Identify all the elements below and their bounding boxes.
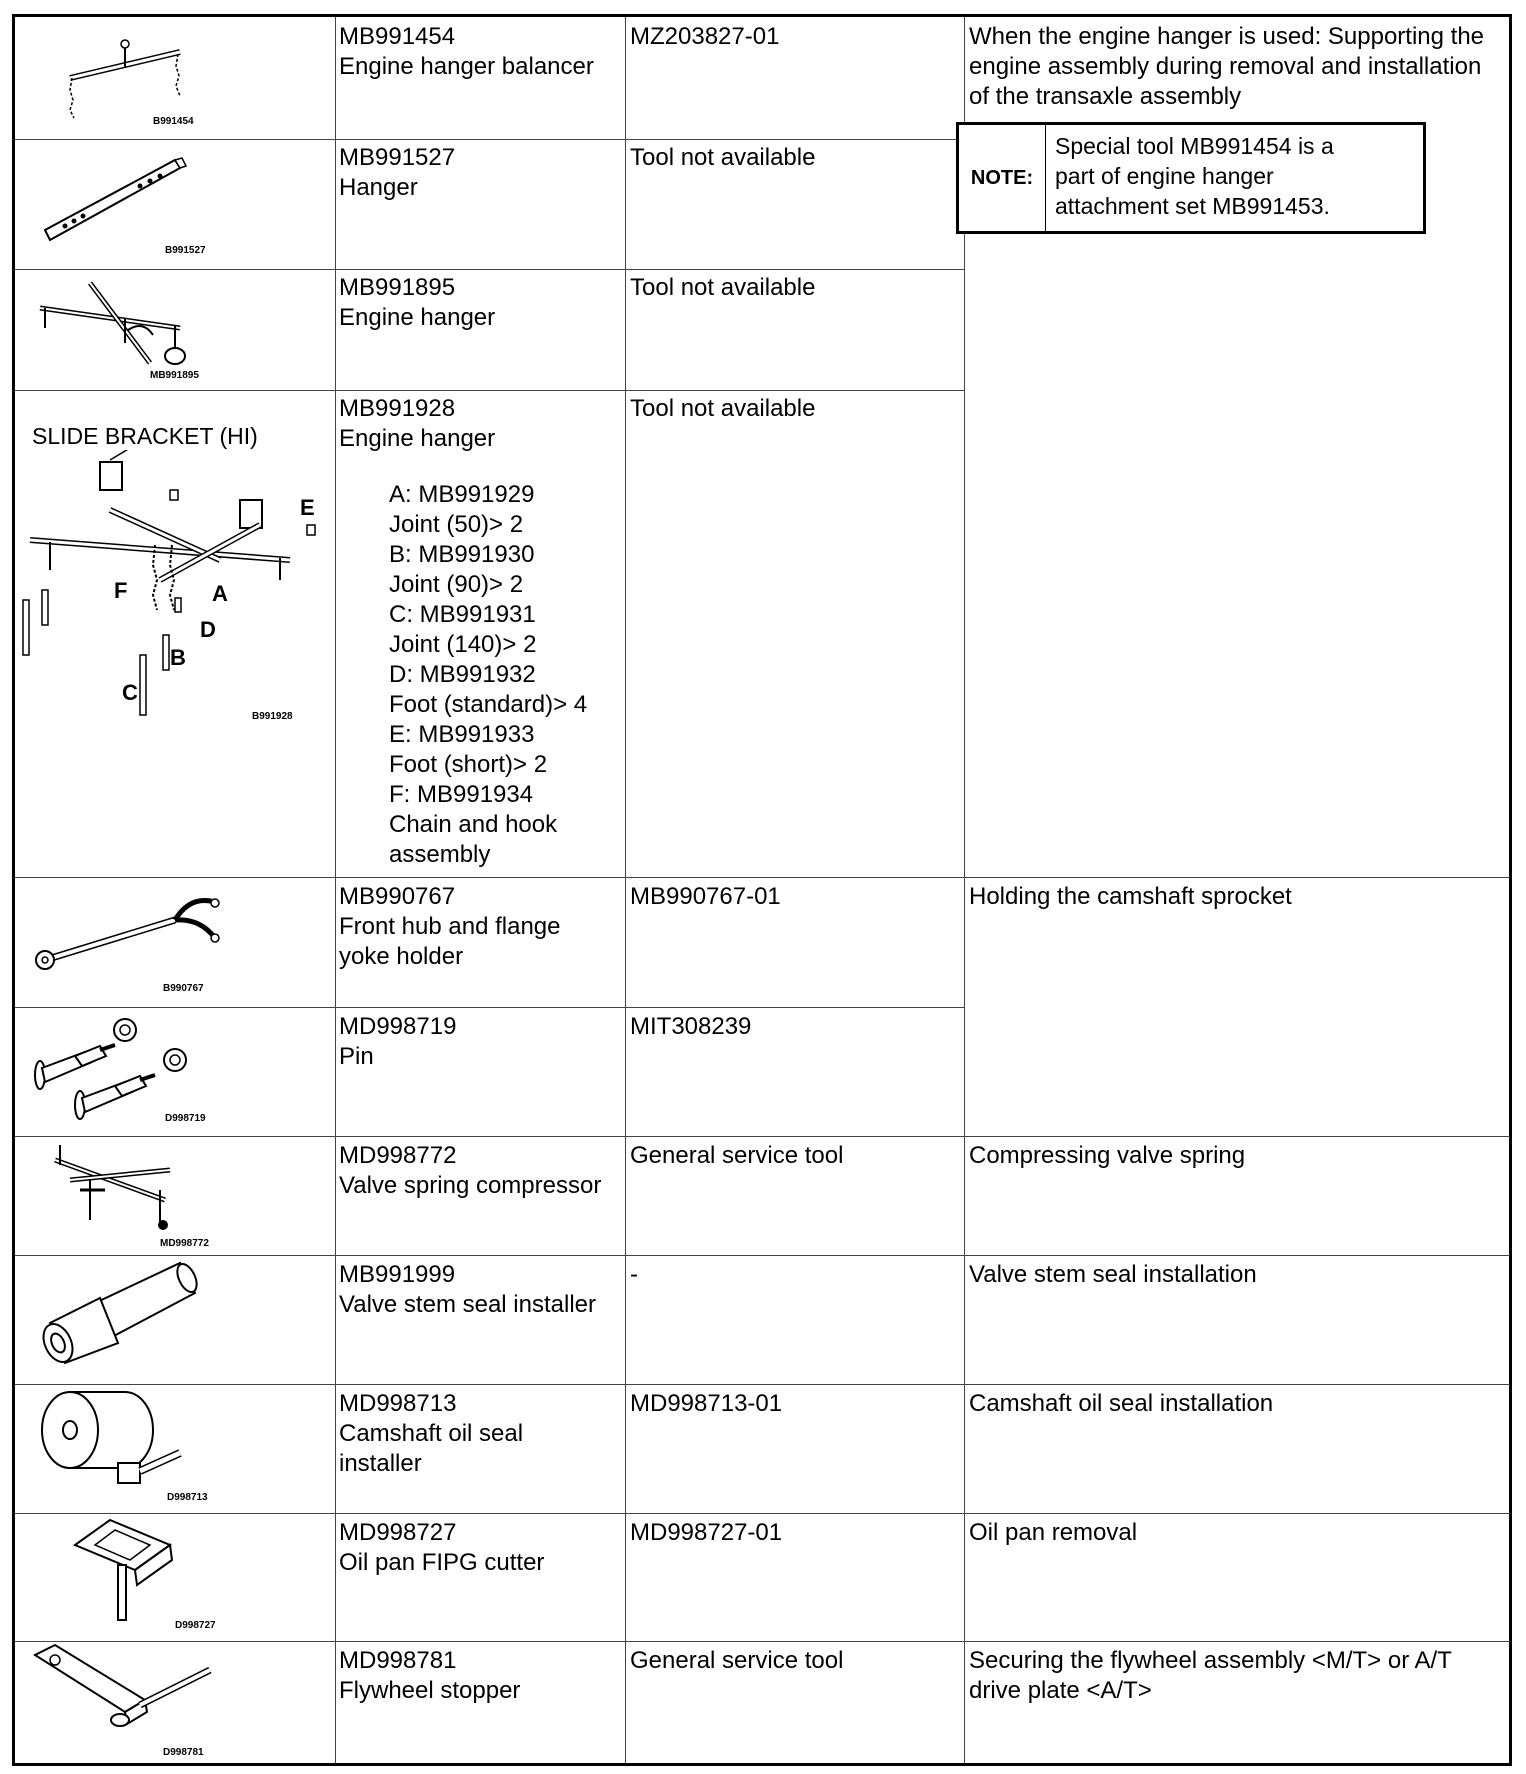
part-line: Foot (short)> 2: [389, 751, 548, 778]
note-line: attachment set MB991453.: [1055, 193, 1330, 219]
column-divider: [335, 17, 336, 1763]
row-divider: [15, 1384, 1510, 1385]
tool-number: MB991999: [339, 1261, 456, 1288]
tool-number: MB991454: [339, 23, 456, 50]
note-box: [956, 122, 1426, 234]
part-line: Joint (50)> 2: [389, 511, 524, 538]
row-divider: [15, 877, 1510, 878]
tool-number: MD998727: [339, 1519, 457, 1546]
part-line: D: MB991932: [389, 661, 536, 688]
tool-name: Valve spring compressor: [339, 1172, 602, 1199]
callout-a: A: [212, 581, 228, 606]
illustration-caption: D998719: [165, 1113, 206, 1124]
valve-spring-compressor-illustration: [45, 1135, 205, 1235]
note-line: Special tool MB991454 is a: [1055, 133, 1334, 159]
alternative-tool: General service tool: [630, 1647, 844, 1674]
tool-name: Pin: [339, 1043, 374, 1070]
note-line: part of engine hanger: [1055, 163, 1274, 189]
part-line: C: MB991931: [389, 601, 536, 628]
note-text: [1055, 131, 1334, 221]
oil-pan-fipg-cutter-illustration: [70, 1515, 200, 1625]
application-text: When the engine hanger is used: Supporting the: [969, 23, 1485, 50]
tool-name: Engine hanger: [339, 425, 496, 452]
tool-name: Flywheel stopper: [339, 1677, 521, 1704]
alternative-tool: Tool not available: [630, 274, 816, 301]
hanger-illustration: [40, 150, 190, 250]
callout-d: D: [200, 617, 216, 642]
alternative-tool: MB990767-01: [630, 883, 781, 910]
row-divider: [15, 390, 964, 391]
illustration-caption: D998781: [163, 1747, 204, 1758]
engine-hanger-balancer-illustration: [40, 30, 220, 120]
callout-c: C: [122, 680, 138, 705]
tool-name: Engine hanger: [339, 304, 496, 331]
alternative-tool: Tool not available: [630, 395, 816, 422]
slide-bracket-label: SLIDE BRACKET (HI): [32, 423, 258, 449]
application-text: Securing the flywheel assembly <M/T> or A/T: [969, 1647, 1452, 1674]
tool-name: Valve stem seal installer: [339, 1291, 596, 1318]
application-text: Compressing valve spring: [969, 1142, 1246, 1169]
alternative-tool: Tool not available: [630, 144, 816, 171]
note-label: NOTE:: [959, 125, 1046, 231]
callout-f: F: [114, 578, 128, 603]
flywheel-stopper-illustration: [30, 1640, 230, 1750]
alternative-tool: -: [630, 1261, 638, 1288]
tool-name: Hanger: [339, 174, 418, 201]
tool-name: Oil pan FIPG cutter: [339, 1549, 545, 1576]
tool-name: yoke holder: [339, 943, 464, 970]
application-text: Camshaft oil seal installation: [969, 1390, 1274, 1417]
part-line: assembly: [389, 841, 491, 868]
tool-name: Front hub and flange: [339, 913, 561, 940]
illustration-caption: D998727: [175, 1620, 216, 1631]
alternative-tool: MZ203827-01: [630, 23, 780, 50]
part-line: Joint (140)> 2: [389, 631, 537, 658]
tool-name: installer: [339, 1450, 422, 1477]
application-text: engine assembly during removal and installation: [969, 53, 1482, 80]
tool-number: MB990767: [339, 883, 456, 910]
illustration-caption: B991928: [252, 711, 293, 722]
illustration-caption: MB991895: [150, 370, 199, 381]
tool-number: MD998772: [339, 1142, 457, 1169]
tool-name: Camshaft oil seal: [339, 1420, 524, 1447]
row-divider: [15, 1007, 964, 1008]
alternative-tool: MD998727-01: [630, 1519, 783, 1546]
illustration-caption: B991527: [165, 245, 206, 256]
column-divider: [625, 17, 626, 1763]
callout-b: B: [170, 645, 186, 670]
tool-number: MB991527: [339, 144, 456, 171]
tool-number: MB991928: [339, 395, 456, 422]
engine-hanger-illustration: [30, 268, 230, 378]
tool-number: MD998719: [339, 1013, 457, 1040]
row-divider: [15, 139, 964, 140]
tool-number: MD998781: [339, 1647, 457, 1674]
row-divider: [15, 1255, 1510, 1256]
alternative-tool: MD998713-01: [630, 1390, 783, 1417]
row-divider: [15, 1513, 1510, 1514]
yoke-holder-illustration: [25, 895, 225, 975]
tool-name: Engine hanger balancer: [339, 53, 594, 80]
illustration-caption: B990767: [163, 983, 204, 994]
application-text: drive plate <A/T>: [969, 1677, 1152, 1704]
tool-number: MB991895: [339, 274, 456, 301]
alternative-tool: General service tool: [630, 1142, 844, 1169]
tool-number: MD998713: [339, 1390, 457, 1417]
illustration-caption: D998713: [167, 1492, 208, 1503]
row-divider: [15, 1641, 1510, 1642]
illustration-caption: B991454: [153, 116, 194, 127]
part-line: B: MB991930: [389, 541, 535, 568]
part-line: F: MB991934: [389, 781, 534, 808]
application-text: Oil pan removal: [969, 1519, 1138, 1546]
callout-e: E: [300, 495, 315, 520]
illustration-caption: MD998772: [160, 1238, 209, 1249]
application-text: Holding the camshaft sprocket: [969, 883, 1292, 910]
part-line: Chain and hook: [389, 811, 558, 838]
camshaft-oil-seal-installer-illustration: [30, 1385, 200, 1495]
part-line: Foot (standard)> 4: [389, 691, 588, 718]
valve-stem-seal-installer-illustration: [40, 1258, 210, 1368]
engine-hanger-assembly-illustration: [20, 450, 330, 720]
pin-illustration: [30, 1010, 200, 1120]
part-line: A: MB991929: [389, 481, 535, 508]
row-divider: [15, 1136, 1510, 1137]
application-text: of the transaxle assembly: [969, 83, 1242, 110]
application-text: Valve stem seal installation: [969, 1261, 1257, 1288]
part-line: E: MB991933: [389, 721, 535, 748]
alternative-tool: MIT308239: [630, 1013, 752, 1040]
part-line: Joint (90)> 2: [389, 571, 524, 598]
column-divider: [964, 17, 965, 1763]
